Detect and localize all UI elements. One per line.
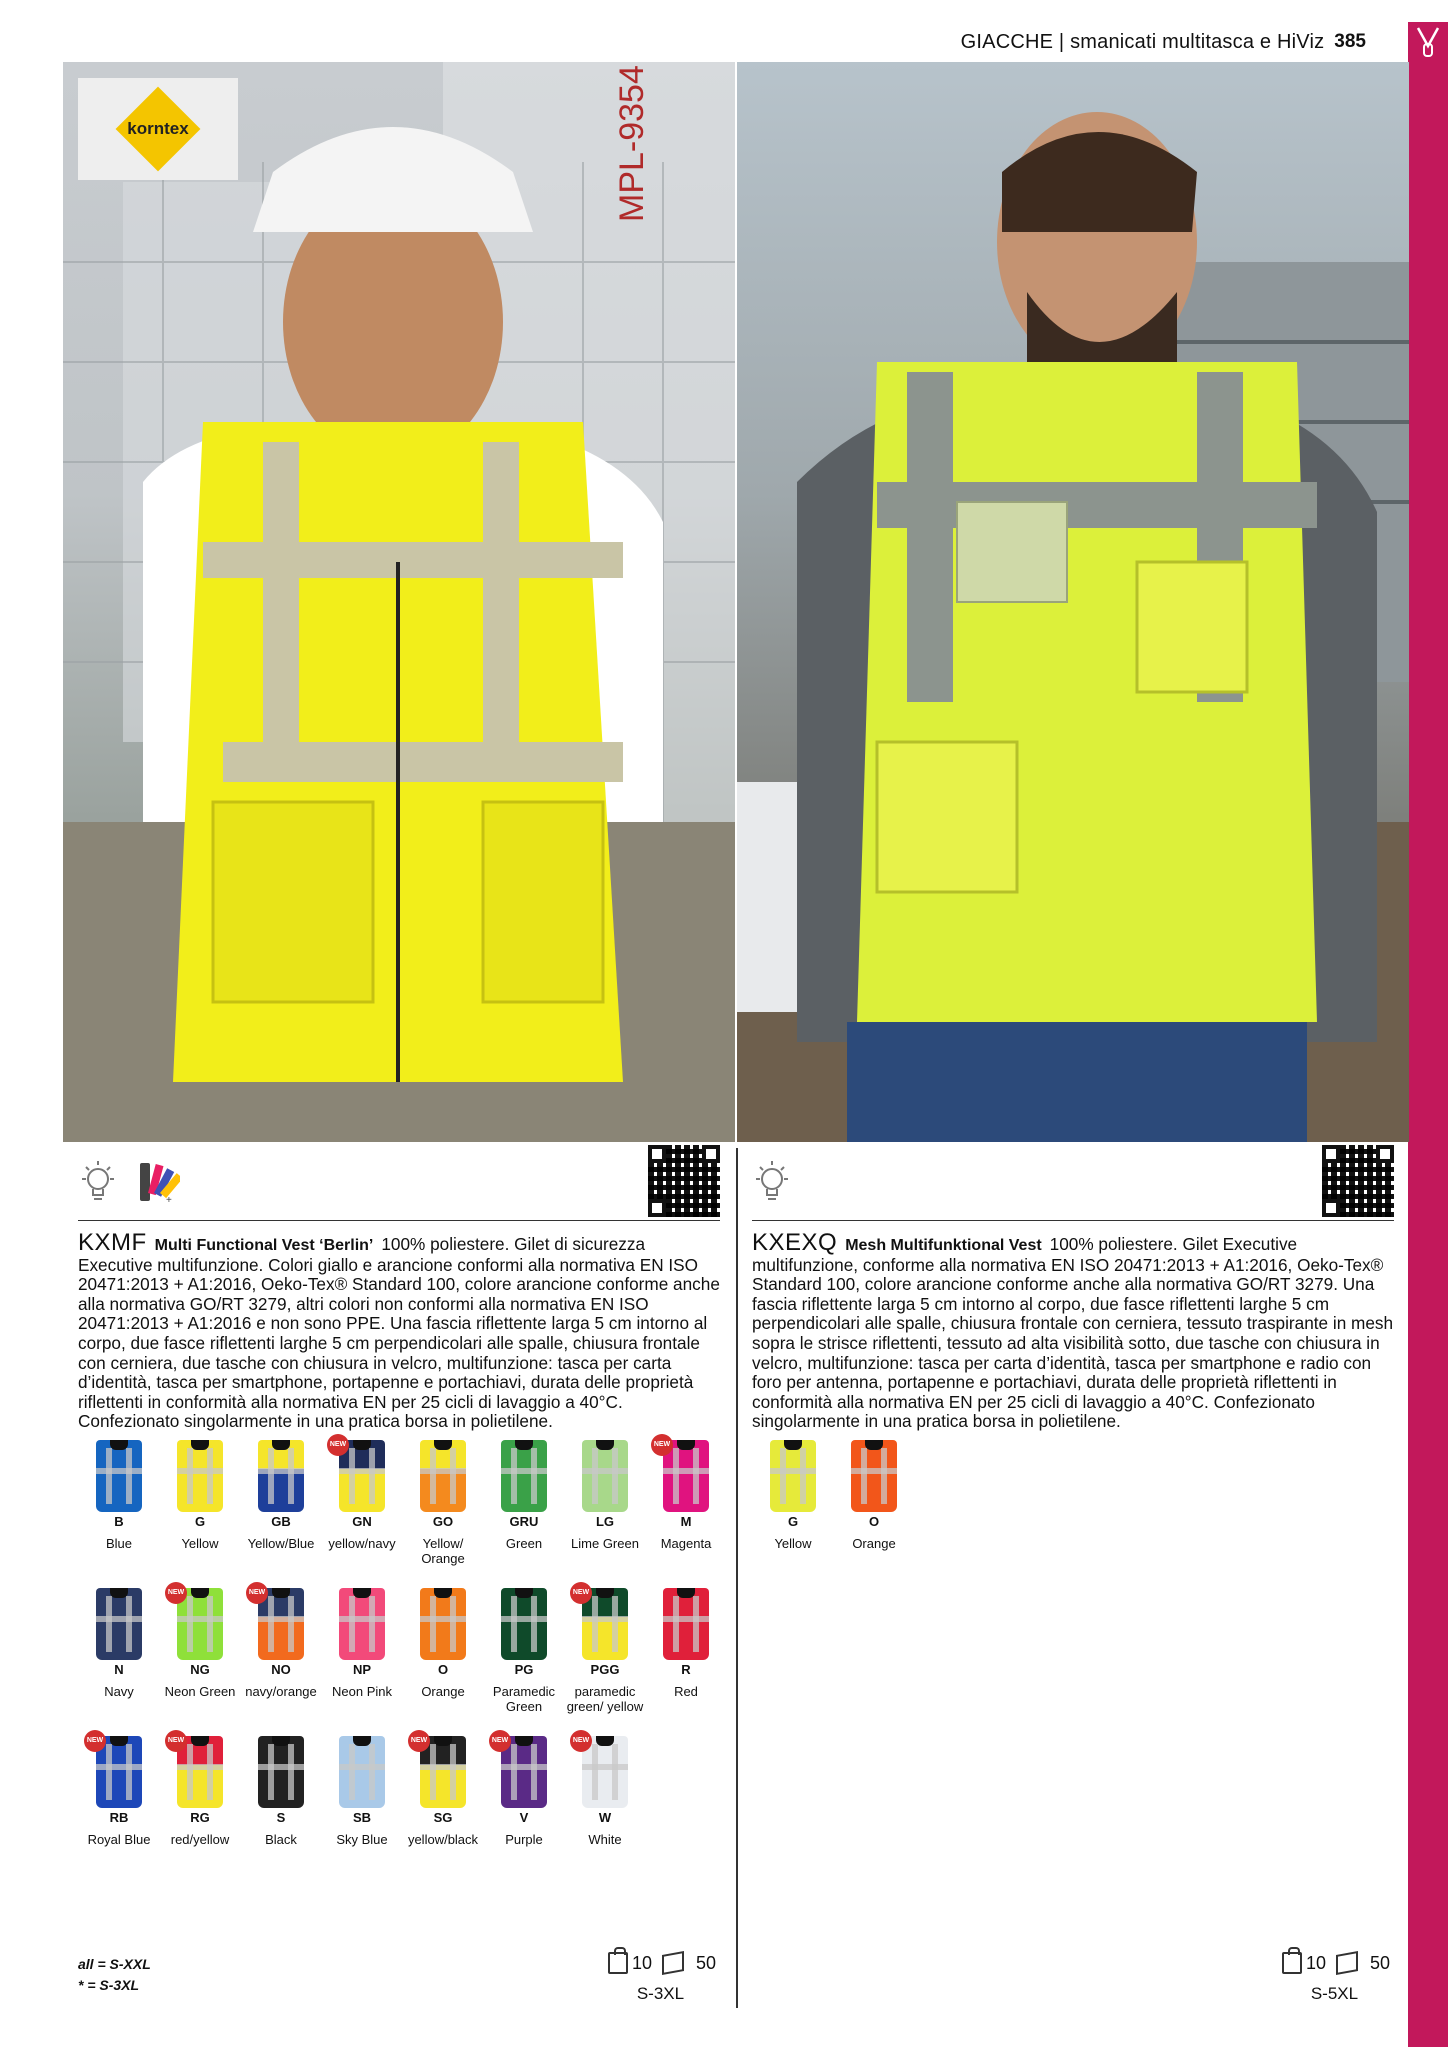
vest-swatch-icon [167,1736,223,1808]
new-badge-icon: NEW [651,1434,673,1456]
color-swatch-pg[interactable] [483,1588,565,1714]
color-name: paramedic green/ yellow [566,1683,644,1714]
color-code: O [868,1513,880,1529]
color-name: Paramedic Green [492,1683,556,1714]
qr-code[interactable] [648,1145,720,1217]
new-badge-icon: NEW [327,1434,349,1456]
vest-swatch-icon [329,1440,385,1512]
vest-swatch-icon [420,1440,466,1512]
vest-swatch-icon [653,1440,709,1512]
color-swatch-g[interactable] [159,1440,241,1551]
new-badge-icon: NEW [489,1730,511,1752]
color-code: M [680,1513,692,1529]
page-header [961,24,1366,60]
color-code: GO [432,1513,454,1529]
section-title: GIACCHE | smanicati multitasca e HiViz [960,30,1325,53]
color-name: Yellow/ Orange [421,1535,465,1566]
feature-icons-row [752,1145,1394,1221]
color-swatch-gb[interactable] [240,1440,322,1551]
color-name: Navy [104,1683,134,1699]
color-swatch-gn[interactable] [321,1440,403,1551]
product-description-text: 100% poliestere. Gilet Executive multifunzione, conforme alla normativa EN ISO 20471:2013 + A1:2016, Oeko-Tex® Standard 100, colore arancione conforme anche alla normativa GO/RT 3279. Una fascia riflettente larga 5 cm intorno al corpo, due fasce riflettenti larghe 5 cm perpendicolari alle spalle, chiusura frontale con cerniera, tessuto traspirante in mesh sopra le strisce riflettenti, tessuto ad alta visibilità sotto, due tasche con chiusura in velcro, multifunzione: tasca per carta d’identità, tasca per smartphone e radio con foro per antenna, portapenne e portachiavi, durata delle proprietà riflettenti in conformità alla normativa EN per 25 cicli di lavaggio a 40°C. Confezionato singolarmente in una pratica borsa in polietilene. [752,1234,1394,1432]
color-name: Red [674,1683,698,1699]
color-code: GRU [509,1513,539,1529]
pack-large-qty: 50 [1370,1952,1391,1973]
color-swatch-rg[interactable] [159,1736,241,1847]
product-description [78,1229,720,1432]
color-swatch-s[interactable] [240,1736,322,1847]
color-code: G [194,1513,206,1529]
color-swatch-sb[interactable] [321,1736,403,1847]
vest-swatch-icon [96,1588,142,1660]
vest-swatch-icon [420,1588,466,1660]
color-code: PGG [590,1661,620,1677]
color-swatch-v[interactable] [483,1736,565,1847]
product-kxexq [752,1145,1394,1580]
color-code: V [519,1809,529,1825]
zipper-icon [1408,22,1448,62]
box-icon [1336,1951,1358,1975]
vest-swatch-icon [339,1736,385,1808]
color-name: White [588,1831,622,1847]
color-code: R [681,1661,691,1677]
packaging-info-kxexq [1282,1952,1391,2003]
vest-swatch-icon [572,1588,628,1660]
color-code: G [787,1513,799,1529]
color-name: Royal Blue [87,1831,151,1847]
color-code: W [598,1809,612,1825]
vest-swatch-icon [258,1736,304,1808]
vest-swatch-icon [177,1440,223,1512]
color-swatch-w[interactable] [564,1736,646,1847]
vest-swatch-icon [86,1736,142,1808]
new-badge-icon: NEW [570,1582,592,1604]
svg-text:MPL-9354: MPL-9354 [613,65,651,222]
qr-code[interactable] [1322,1145,1394,1217]
color-swatch-m[interactable] [645,1440,727,1551]
svg-text:+: + [166,1195,172,1205]
color-swatch-grid [752,1440,1394,1580]
product-code: KXMF [78,1229,147,1256]
color-swatch-rb[interactable] [78,1736,160,1847]
section-sidebar [1408,62,1448,2047]
color-name: yellow/black [407,1831,479,1847]
size-range: S-5XL [1310,1984,1359,2003]
vest-swatch-icon [258,1440,304,1512]
color-code: GB [271,1513,291,1529]
color-name: Blue [105,1535,133,1551]
vest-swatch-icon [501,1440,547,1512]
color-code: B [114,1513,124,1529]
product-description-text: 100% poliestere. Gilet di sicurezza Executive multifunzione. Colori giallo e arancione conformi alla normativa EN ISO 20471:2013 + A1:2016, Oeko-Tex® Standard 100, colore arancione conforme anche alla normativa GO/RT 3279, altri colori non conformi alla normativa EN ISO 20471:2013 + A1:2016 e non sono PPE. Una fascia riflettente larga 5 cm intorno al corpo, due fasce riflettenti larghe 5 cm perpendicolari alle spalle, chiusura frontale con cerniera, due tasche con chiusura in velcro, multifunzione: tasca per carta d’identità, tasca per smartphone, portapenne e portachiavi, durata delle proprietà riflettenti in conformità alla normativa EN per 25 cicli di lavaggio a 40°C. Confezionato singolarmente in una pratica borsa in polietilene. [78,1234,720,1432]
feature-icons-row [78,1145,720,1221]
color-swatch-o[interactable] [833,1440,915,1551]
color-name: Neon Pink [332,1683,392,1699]
color-code: RB [109,1809,129,1825]
color-swatch-sg[interactable] [402,1736,484,1847]
korntex-logo [78,78,238,180]
vest-swatch-icon [339,1588,385,1660]
color-name: Magenta [660,1535,712,1551]
box-icon [662,1951,684,1975]
vest-swatch-icon [582,1440,628,1512]
color-swatch-g[interactable] [752,1440,834,1551]
pack-small-qty: 10 [632,1952,653,1973]
color-swatch-ng[interactable] [159,1588,241,1699]
color-name: Orange [421,1683,465,1699]
product-code: KXEXQ [752,1229,838,1256]
column-divider [736,1148,738,2008]
color-swatch-no[interactable] [240,1588,322,1699]
new-badge-icon: NEW [570,1730,592,1752]
color-name: navy/orange [245,1683,317,1699]
vest-swatch-icon [248,1588,304,1660]
vest-swatch-icon [851,1440,897,1512]
color-code: NP [352,1661,372,1677]
new-badge-icon: NEW [165,1730,187,1752]
color-code: NG [190,1661,210,1677]
vest-swatch-icon [572,1736,628,1808]
bag-icon [1282,1952,1302,1974]
vest-swatch-icon [96,1440,142,1512]
color-code: RG [190,1809,210,1825]
color-swatch-lg[interactable] [564,1440,646,1551]
color-swatch-n[interactable] [78,1588,160,1699]
vest-swatch-icon [167,1588,223,1660]
color-name: Purple [505,1831,543,1847]
color-code: NO [271,1661,291,1677]
product-kxmf [78,1145,720,1880]
vest-swatch-icon [501,1588,547,1660]
color-swatch-o[interactable] [402,1588,484,1699]
product-description [752,1229,1394,1432]
product-photo-kxmf [63,62,735,1142]
color-palette-icon [136,1159,180,1205]
product-photo-kxexq [737,62,1409,1142]
vest-swatch-icon [491,1736,547,1808]
vest-swatch-icon [770,1440,816,1512]
color-swatch-grid [78,1440,720,1880]
color-code: S [276,1809,286,1825]
new-badge-icon: NEW [408,1730,430,1752]
footnote-star: * = S-3XL [78,1977,140,1993]
color-name: Lime Green [571,1535,639,1551]
lightbulb-icon [752,1159,792,1205]
color-code: LG [595,1513,615,1529]
lightbulb-icon [78,1159,118,1205]
color-code: SB [352,1809,372,1825]
color-code: PG [514,1661,534,1677]
color-swatch-gru[interactable] [483,1440,565,1551]
color-name: Yellow/Blue [247,1535,315,1551]
color-name: Neon Green [164,1683,236,1699]
color-name: Green [505,1535,543,1551]
new-badge-icon: NEW [246,1582,268,1604]
color-swatch-r[interactable] [645,1588,727,1699]
color-swatch-np[interactable] [321,1588,403,1699]
bag-icon [608,1952,628,1974]
size-footnote [78,1954,151,1996]
pack-small-qty: 10 [1306,1952,1327,1973]
color-name: yellow/navy [328,1535,396,1551]
color-code: SG [433,1809,453,1825]
color-code: O [437,1661,449,1677]
color-swatch-go[interactable] [402,1440,484,1566]
footnote-all: all = S-XXL [78,1956,151,1972]
product-name: Multi Functional Vest ‘Berlin’ [154,1237,374,1254]
vest-swatch-icon [410,1736,466,1808]
color-code: N [114,1661,124,1677]
size-range: S-3XL [636,1984,685,2003]
color-name: Yellow [181,1535,219,1551]
color-name: Black [265,1831,297,1847]
color-name: Sky Blue [336,1831,388,1847]
color-name: red/yellow [170,1831,230,1847]
packaging-info-kxmf [608,1952,717,2003]
page-number: 385 [1334,31,1366,52]
vest-swatch-icon [663,1588,709,1660]
new-badge-icon: NEW [165,1582,187,1604]
pack-large-qty: 50 [696,1952,717,1973]
color-swatch-b[interactable] [78,1440,160,1551]
color-name: Orange [852,1535,896,1551]
product-name: Mesh Multifunktional Vest [845,1237,1042,1254]
logo-text: korntex [127,119,189,138]
color-code: GN [352,1513,372,1529]
color-name: Yellow [774,1535,812,1551]
new-badge-icon: NEW [84,1730,106,1752]
color-swatch-pgg[interactable] [564,1588,646,1714]
